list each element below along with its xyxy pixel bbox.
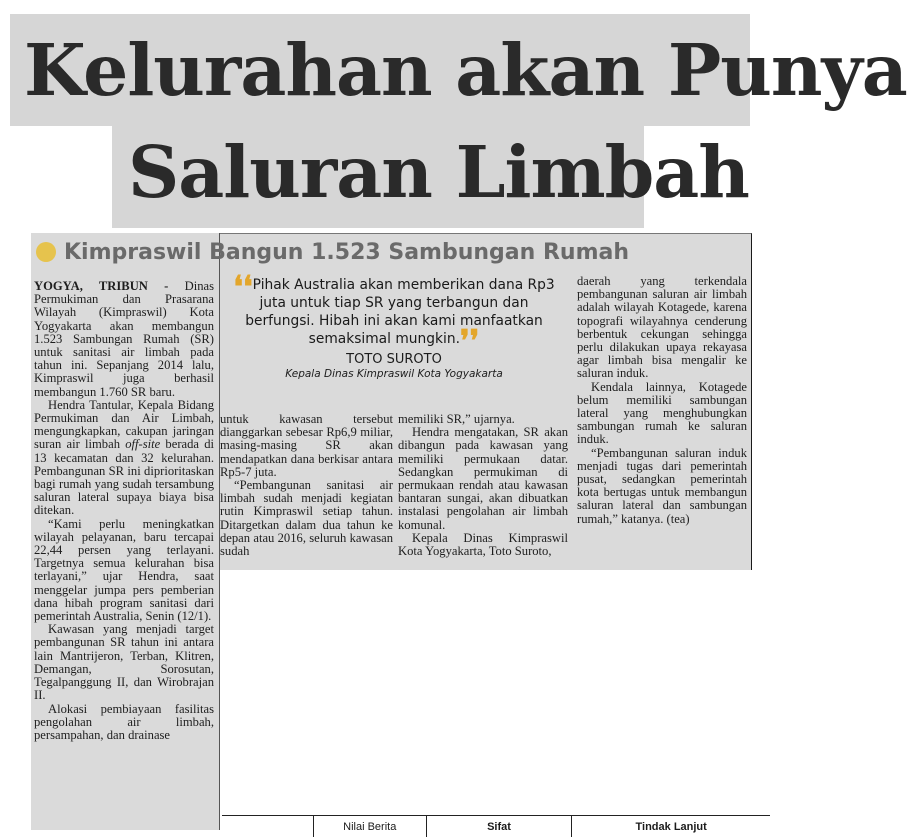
article-column-1 [34, 280, 214, 742]
quote-author: TOTO SUROTO [346, 352, 442, 367]
paragraph: Kendala lainnya, Kotagede belum memiliki sambungan lateral yang menghubungkan sambungan rumah ke saluran induk. [577, 379, 747, 447]
pull-quote [224, 270, 564, 380]
headline-line-2: Saluran Limbah [128, 130, 749, 214]
paragraph: Alokasi pembiayaan fasilitas pengolahan air limbah, persampahan, dan drainase [34, 701, 214, 742]
paragraph: Kepala Dinas Kimpraswil Kota Yogyakarta, Toto Suroto, [398, 530, 568, 559]
open-quote-icon: ❛❛ [233, 270, 253, 305]
close-quote-icon: ❜❜ [460, 324, 480, 359]
table-header-nilai-berita: Nilai Berita [314, 816, 427, 837]
article-column-4 [577, 275, 747, 526]
paragraph: Hendra Tantular, Kepala Bidang Permukiman dan Air Limbah, mengungkapkan, cakupan jaringan suran air limbah off-site berada di 13 kecamatan dan 32 kelurahan. Pembangunan SR ini diprioritaskan bagi rumah yang sudah tersambung saluran lateral supaya biaya bisa ditekan. [34, 397, 215, 518]
paragraph: “Pembangunan saluran induk menjadi tugas dari pemerintah pusat, sedangkan pemerintah kota bertugas untuk membangun saluran lateral dan sambungan rumah,” katanya. (tea) [577, 445, 747, 526]
paragraph: Kawasan yang menjadi target pembangunan SR tahun ini antara lain Mantrijeron, Terban, Klitren, Demangan, Sorosutan, Tegalpanggung II, dan Wirobrajan II. [34, 622, 214, 703]
table-header-tindak-lanjut: Tindak Lanjut [635, 820, 707, 833]
bullet-dot-icon [36, 242, 56, 262]
paragraph: untuk kawasan tersebut dianggarkan sebesar Rp6,9 miliar, masing-masing SR akan mendapatkan dana berkisar antara Rp5-7 juta. [220, 412, 393, 479]
article-column-2 [220, 413, 393, 558]
table-header-sifat: Sifat [427, 816, 573, 837]
quote-author-role: Kepala Dinas Kimpraswil Kota Yogyakarta [285, 368, 503, 380]
dateline: YOGYA, TRIBUN - [34, 279, 169, 293]
quote-text: Pihak Australia akan memberikan dana Rp3 juta untuk tiap SR yang terbangun dan berfungsi. Hibah ini akan kami manfaatkan semaksimal mungkin. [245, 277, 555, 347]
paragraph: memiliki SR,” ujarnya. [398, 412, 515, 426]
headline-line-1: Kelurahan akan Punya [24, 28, 907, 112]
paragraph: “Pembangunan sanitasi air limbah sudah menjadi kegiatan rutin Kimpraswil setiap tahun. Ditargetkan dalam dua tahun ke depan atau 2016, seluruh kawasan sudah [220, 478, 393, 559]
paragraph: daerah yang terkendala pembangunan saluran air limbah adalah wilayah Kotagede, karena topografi wilayahnya cenderung berbentuk cekungan sehingga perlu dilakukan upaya rekayasa agar limbah bisa mengalir ke saluran induk. [577, 274, 747, 381]
subheadline-text: Kimpraswil Bangun 1.523 Sambungan Rumah [64, 239, 630, 265]
subheadline [34, 236, 749, 268]
article-column-3 [398, 413, 568, 558]
evaluation-table [222, 815, 770, 837]
paragraph: Hendra mengatakan, SR akan dibangun pada kawasan yang memiliki permukaan datar. Sedangkan permukiman di permukaan rendah atau kawasan bantaran sungai, akan dibuatkan instalasi pengolahan air limbah komunal. [398, 425, 568, 532]
table-cell-blank [222, 816, 314, 837]
paragraph: YOGYA, TRIBUN - Dinas Permukiman dan Prasarana Wilayah (Kimpraswil) Kota Yogyakarta akan membangun 1.523 Sambungan Rumah (SR) untuk sanitasi air limbah pada tahun ini. Sepanjang 2014 lalu, Kimpraswil juga berhasil membangun 1.760 SR baru. [34, 279, 214, 399]
paragraph: “Kami perlu meningkatkan wilayah pelayanan, baru tercapai 22,44 persen yang terlayani. Targetnya semua kelurahan bisa terlayani,” ujar Hendra, saat menggelar jumpa pers pemberian dana hibah program sanitasi dari pemerintah Australia, Senin (12/1). [34, 516, 214, 624]
